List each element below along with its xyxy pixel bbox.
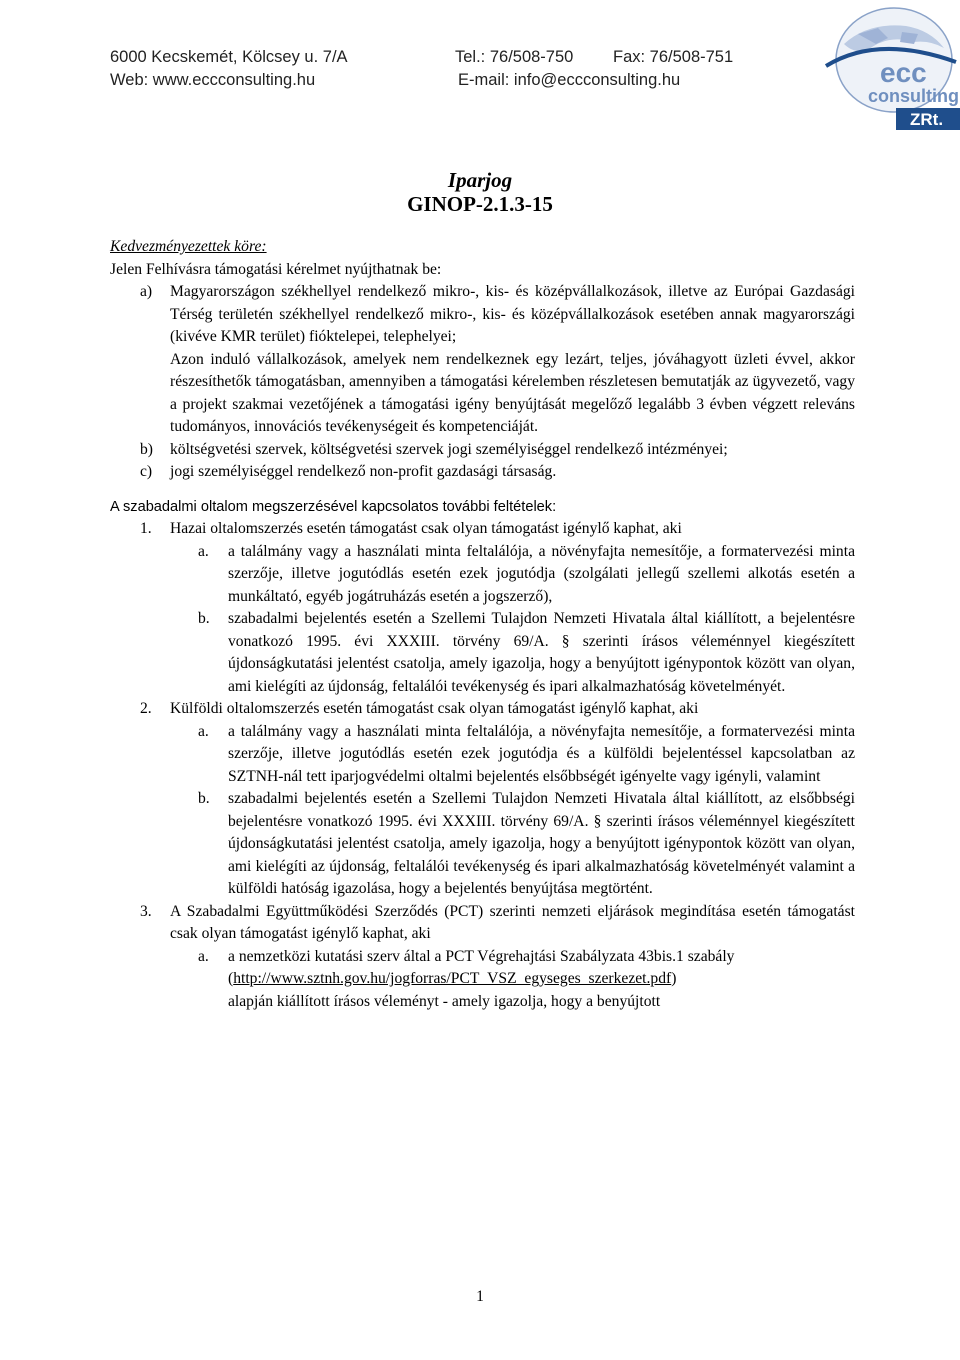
list-item-text: Magyarországon székhellyel rendelkező mikro-, kis- és középvállalkozások, illetve az Európai Gazdasági Térség területén székhellyel rendelkező mikro-, kis- és középvállalkozások esetében annak magyarországi (kivéve KMR terület) fióktelepei, telephelyei; bbox=[170, 283, 855, 345]
header-phone: Tel.: 76/508-750 bbox=[455, 48, 574, 66]
list-item bbox=[110, 461, 855, 484]
condition-subitem bbox=[110, 946, 855, 1014]
condition-subitem bbox=[110, 721, 855, 789]
list-marker: 2. bbox=[140, 700, 152, 717]
list-item-text: jogi személyiséggel rendelkező non-profit gazdasági társaság. bbox=[170, 463, 557, 480]
condition-subitem-text: szabadalmi bejelentés esetén a Szellemi Tulajdon Nemzeti Hivatala által kiállított, az elsőbbségi bejelentésre vonatkozó 1995. évi XXXIII. törvény 69/A. § szerinti írásos véleménnyel kiegészített újdonságkutatási jelentést csatolja, amely igazolja, hogy a benyújtott igénypontok között van olyan, ami kielégíti az újdonság, feltalálói tevékenység és ipari alkalmazhatóság követelményét valamint a külföldi hatóság igazolása, hogy a bejelentés benyújtása megtörtént. bbox=[228, 790, 855, 897]
conditions-heading: A szabadalmi oltalom megszerzésével kapcsolatos további feltételek: bbox=[110, 498, 557, 515]
list-item-text: költségvetési szervek, költségvetési szervek jogi személyiséggel rendelkező intézményei; bbox=[170, 440, 728, 458]
header-email: E-mail: info@eccconsulting.hu bbox=[458, 71, 681, 89]
link-paren-open: ( bbox=[228, 970, 234, 987]
condition-text: Hazai oltalomszerzés esetén támogatást csak olyan támogatást igénylő kaphat, aki bbox=[170, 520, 682, 537]
header-web: Web: www.eccconsulting.hu bbox=[110, 71, 316, 89]
condition-subitem bbox=[110, 608, 855, 698]
condition-subitem bbox=[110, 541, 855, 609]
list-item-note: Azon induló vállalkozások, amelyek nem rendelkeznek egy lezárt, teljes, jóváhagyott üzleti évvel, akkor részesíthetők támogatásban, amennyiben a támogatási kérelemben részletesen bemutatják az ügyvezető, vagy a projekt szakmai vezetőjének a támogatási igény benyújtását megelőző legalább 3 évben végzett releváns tudományos, innovációs tevékenységeit és kompetenciáját. bbox=[170, 350, 855, 435]
header-address: 6000 Kecskemét, Kölcsey u. 7/A bbox=[110, 48, 348, 66]
list-item bbox=[110, 281, 855, 439]
condition-subitem-text: a nemzetközi kutatási szerv által a PCT Végrehajtási Szabályzata 43bis.1 szabály bbox=[228, 947, 735, 965]
condition-text: Külföldi oltalomszerzés esetén támogatást csak olyan támogatást igénylő kaphat, aki bbox=[170, 700, 699, 717]
condition-item bbox=[110, 518, 855, 541]
svg-text:ecc: ecc bbox=[880, 57, 927, 88]
svg-text:ZRt.: ZRt. bbox=[910, 110, 944, 129]
condition-subitem-text-cont: alapján kiállított írásos véleményt - amely igazolja, hogy a benyújtott bbox=[228, 992, 661, 1010]
beneficiaries-heading: Kedvezményezettek köre: bbox=[110, 238, 267, 255]
beneficiaries-intro: Jelen Felhívásra támogatási kérelmet nyújthatnak be: bbox=[110, 260, 442, 278]
list-marker: b. bbox=[198, 610, 210, 627]
list-marker: 3. bbox=[140, 902, 152, 920]
list-marker: a. bbox=[198, 722, 209, 740]
condition-text: A Szabadalmi Együttműködési Szerződés (PCT) szerinti nemzeti eljárások megindítása esetén támogatást csak olyan támogatást igénylő kaphat, aki bbox=[170, 902, 855, 942]
list-marker: 1. bbox=[140, 520, 152, 537]
link-paren-close: ) bbox=[671, 970, 677, 987]
condition-item bbox=[110, 901, 855, 946]
page-subtitle: GINOP-2.1.3-15 bbox=[407, 192, 553, 216]
condition-subitem-text: a találmány vagy a használati minta feltalálója, a növényfajta nemesítője, a formatervezési minta szerzője, illetve jogutódlás esetén ezek jogutódja (szolgálati jellegű szellemi alkotás esetén a munkáltató, egyéb jogátruházás esetén a jogszerző), bbox=[228, 542, 855, 605]
condition-item bbox=[110, 698, 855, 721]
page-number: 1 bbox=[476, 1288, 484, 1305]
list-marker: b. bbox=[198, 790, 210, 807]
svg-text:consulting: consulting bbox=[868, 86, 959, 106]
page-title: Iparjog bbox=[447, 168, 513, 192]
condition-subitem-text: a találmány vagy a használati minta feltalálója, a növényfajta nemesítője, a formatervezési minta szerzője, illetve jogutódlás esetén ezek jogutódja és a külföldi bejelentéssel kapcsolatban az SZTNH-nál tett iparjogvédelmi oltalmi bejelentés elsőbbségét igényelte vagy igényli, valamint bbox=[228, 722, 855, 785]
condition-subitem bbox=[110, 788, 855, 901]
list-item bbox=[110, 439, 855, 462]
header-fax: Fax: 76/508-751 bbox=[613, 48, 734, 66]
ecc-consulting-logo bbox=[818, 4, 960, 130]
list-marker: b) bbox=[140, 440, 153, 458]
list-marker: c) bbox=[140, 463, 153, 480]
list-marker: a. bbox=[198, 947, 209, 965]
document-body bbox=[110, 236, 855, 1013]
list-marker: a. bbox=[198, 542, 209, 560]
list-marker: a) bbox=[140, 283, 153, 300]
pct-rules-link[interactable]: http://www.sztnh.gov.hu/jogforras/PCT_VSZ_egyseges_szerkezet.pdf bbox=[233, 970, 672, 987]
condition-subitem-text: szabadalmi bejelentés esetén a Szellemi Tulajdon Nemzeti Hivatala által kiállított, a bejelentésre vonatkozó 1995. évi XXXIII. törvény 69/A. § szerinti írásos véleménnyel kiegészített újdonságkutatási jelentést csatolja, amely igazolja, hogy a benyújtott igénypontok között van olyan, ami kielégíti az újdonság, feltalálói tevékenység és ipari alkalmazhatóság követelményét. bbox=[228, 610, 855, 695]
